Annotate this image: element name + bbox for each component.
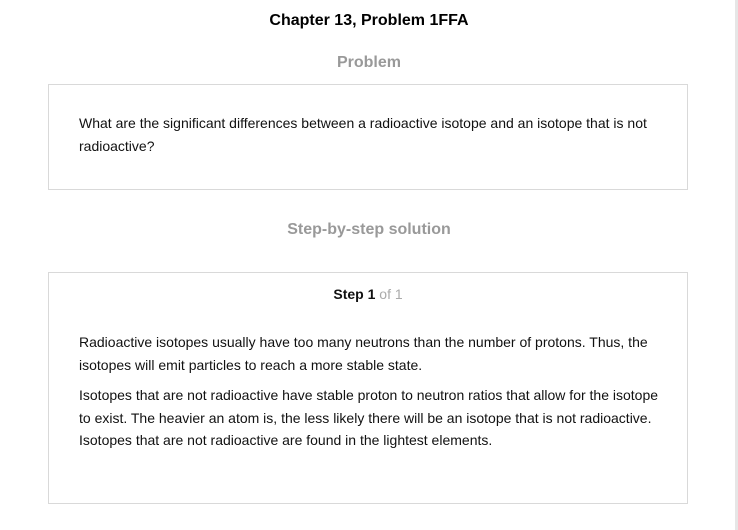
solution-box (48, 272, 688, 504)
step-number: 1 (367, 286, 376, 302)
step-paragraph: Radioactive isotopes usually have too many neutrons than the number of protons. Thus, the isotopes will emit particles to reach a more stable state. (79, 334, 648, 373)
page-title: Chapter 13, Problem 1FFA (269, 12, 469, 29)
step-paragraph: Isotopes that are not radioactive have stable proton to neutron ratios that allow for the isotope to exist. The heavier an atom is, the less likely there will be an isotope that is not radioactive. Isotopes that are not radioactive are found in the lightest elements. (79, 387, 659, 448)
step-body (79, 331, 669, 460)
problem-box (48, 84, 688, 190)
problem-text: What are the significant differences between a radioactive isotope and an isotope that is not radioactive? (79, 115, 647, 154)
solution-heading: Step-by-step solution (287, 221, 451, 238)
step-label: Step (333, 286, 364, 302)
problem-heading: Problem (336, 54, 401, 71)
step-header (49, 286, 687, 302)
step-total: of 1 (379, 286, 403, 302)
